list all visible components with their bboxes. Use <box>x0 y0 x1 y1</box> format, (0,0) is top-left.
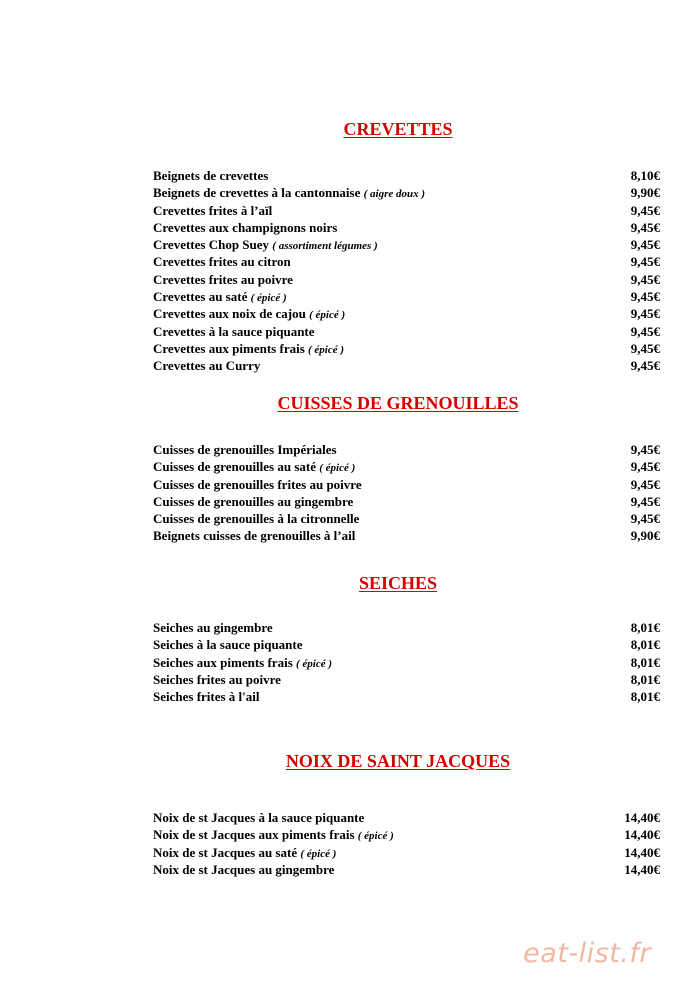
menu-item-price: 9,45€ <box>630 306 660 322</box>
menu-item-price: 14,40€ <box>624 810 660 825</box>
menu-item-note: ( épicé ) <box>357 830 394 843</box>
menu-item-name: Crevettes frites à l’aïl <box>153 202 273 218</box>
menu-item <box>153 441 660 458</box>
menu-item-label <box>153 167 268 184</box>
menu-item-name: Noix de st Jacques au gingembre <box>153 861 335 877</box>
menu-item-label <box>153 476 362 493</box>
menu-item-name: Cuisses de grenouilles au saté <box>153 459 316 475</box>
menu-item-name: Cuisses de grenouilles Impériales <box>153 442 337 457</box>
menu-item-label <box>153 271 293 288</box>
menu-list-cuisses-de-grenouilles <box>153 441 660 545</box>
menu-item-price: 9,45€ <box>630 323 660 339</box>
menu-item <box>153 340 660 357</box>
menu-item-name: Noix de st Jacques à la sauce piquante <box>153 810 365 825</box>
menu-item-price: 8,01€ <box>630 637 660 653</box>
menu-item <box>153 357 660 374</box>
menu-item <box>153 305 660 322</box>
menu-item-name: Crevettes au Curry <box>153 358 261 374</box>
section-title-cuisses-de-grenouilles: CUISSES DE GRENOUILLES <box>277 393 519 413</box>
menu-item-note: ( épicé ) <box>250 292 287 305</box>
menu-item-name: Noix de st Jacques aux piments frais <box>153 827 355 843</box>
menu-item-price: 14,40€ <box>624 861 660 877</box>
menu-item-name: Crevettes aux champignons noirs <box>153 219 338 235</box>
menu-item-name: Cuisses de grenouilles frites au poivre <box>153 476 362 492</box>
menu-item <box>153 202 660 219</box>
menu-item-name: Crevettes frites au citron <box>153 254 291 270</box>
section-title-crevettes: CREVETTES <box>343 119 453 139</box>
menu-item <box>153 826 660 843</box>
menu-item-label <box>153 323 315 340</box>
menu-item-note: ( assortiment légumes ) <box>272 240 378 253</box>
menu-item-note: ( épicé ) <box>308 343 345 356</box>
menu-item-price: 9,90€ <box>630 528 660 544</box>
menu-item-name: Beignets de crevettes <box>153 168 269 183</box>
menu-item <box>153 844 660 861</box>
menu-item-name: Seiches au gingembre <box>153 620 273 635</box>
menu-item <box>153 510 660 527</box>
menu-item-label <box>153 441 337 458</box>
menu-item <box>153 861 660 878</box>
menu-item-name: Crevettes à la sauce piquante <box>153 323 315 339</box>
menu-item-price: 9,45€ <box>630 219 660 235</box>
section-title-seiches: SEICHES <box>358 573 438 593</box>
menu-item-name: Crevettes aux piments frais <box>153 340 305 356</box>
menu-item <box>153 184 660 201</box>
menu-item-price: 9,45€ <box>630 202 660 218</box>
menu-item-price: 9,45€ <box>630 511 660 527</box>
menu-item-name: Cuisses de grenouilles au gingembre <box>153 493 354 509</box>
menu-item-price: 9,45€ <box>630 237 660 253</box>
menu-item <box>153 493 660 510</box>
menu-item-label <box>153 688 260 705</box>
menu-item-label <box>153 510 359 527</box>
menu-item-name: Crevettes Chop Suey <box>153 237 270 253</box>
menu-item <box>153 323 660 340</box>
section-title-noix-de-saint-jacques: NOIX DE SAINT JACQUES <box>285 751 511 771</box>
menu-item-price: 8,01€ <box>630 654 660 670</box>
menu-item <box>153 527 660 544</box>
menu-item <box>153 619 660 636</box>
menu-item-note: ( épicé ) <box>296 657 333 670</box>
menu-item <box>153 671 660 688</box>
menu-item-price: 9,45€ <box>630 493 660 509</box>
menu-item-price: 9,45€ <box>630 340 660 356</box>
menu-item-name: Beignets cuisses de grenouilles à l’ail <box>153 528 356 544</box>
menu-item-price: 8,10€ <box>630 168 660 183</box>
menu-item-note: ( épicé ) <box>300 847 337 860</box>
menu-item-name: Crevettes aux noix de cajou <box>153 306 306 322</box>
menu-item-name: Crevettes au saté <box>153 289 248 305</box>
menu-item-price: 9,45€ <box>630 459 660 475</box>
menu-item <box>153 288 660 305</box>
menu-item <box>153 476 660 493</box>
menu-item-label <box>153 202 272 219</box>
menu-item-price: 9,45€ <box>630 358 660 374</box>
menu-item-note: ( épicé ) <box>309 309 346 322</box>
menu-item-name: Noix de st Jacques au saté <box>153 844 298 860</box>
menu-item-price: 9,45€ <box>630 289 660 305</box>
menu-item-price: 9,45€ <box>630 476 660 492</box>
menu-item-price: 8,01€ <box>630 620 660 635</box>
menu-item-label <box>153 671 281 688</box>
menu-list-noix-de-saint-jacques <box>153 809 660 878</box>
menu-item-name: Beignets de crevettes à la cantonnaise <box>153 185 361 201</box>
menu-item <box>153 458 660 475</box>
menu-list-seiches <box>153 619 660 705</box>
menu-item <box>153 236 660 253</box>
menu-item-name: Seiches aux piments frais <box>153 654 293 670</box>
menu-item-label <box>153 493 353 510</box>
menu-item-label <box>153 527 355 544</box>
menu-item <box>153 219 660 236</box>
menu-item <box>153 167 660 184</box>
menu-item-price: 8,01€ <box>630 671 660 687</box>
menu-item-price: 14,40€ <box>624 827 660 843</box>
menu-item <box>153 271 660 288</box>
menu-item-label <box>153 861 334 878</box>
menu-item-price: 9,45€ <box>630 254 660 270</box>
menu-item-note: ( épicé ) <box>319 462 356 475</box>
menu-item-label <box>153 809 364 826</box>
menu-item-price: 14,40€ <box>624 844 660 860</box>
menu-item-name: Cuisses de grenouilles à la citronnelle <box>153 511 360 527</box>
menu-item-name: Seiches frites au poivre <box>153 671 281 687</box>
menu-item-label <box>153 619 273 636</box>
menu-item <box>153 253 660 270</box>
menu-item <box>153 688 660 705</box>
menu-list-crevettes <box>153 167 660 375</box>
menu-item-price: 9,45€ <box>630 271 660 287</box>
menu-item-price: 9,45€ <box>630 442 660 457</box>
menu-item-name: Crevettes frites au poivre <box>153 271 293 287</box>
menu-item-note: ( aigre doux ) <box>363 188 426 201</box>
menu-item-price: 9,90€ <box>630 185 660 201</box>
menu-item-price: 8,01€ <box>630 689 660 705</box>
menu-item <box>153 809 660 826</box>
menu-item <box>153 654 660 671</box>
watermark: eat-list.fr <box>523 938 651 969</box>
menu-item-label <box>153 219 337 236</box>
menu-item-label <box>153 253 291 270</box>
menu-item-label <box>153 357 260 374</box>
menu-item-name: Seiches frites à l'ail <box>153 689 260 705</box>
menu-item <box>153 636 660 653</box>
menu-item-name: Seiches à la sauce piquante <box>153 637 303 653</box>
menu-item-label <box>153 636 303 653</box>
